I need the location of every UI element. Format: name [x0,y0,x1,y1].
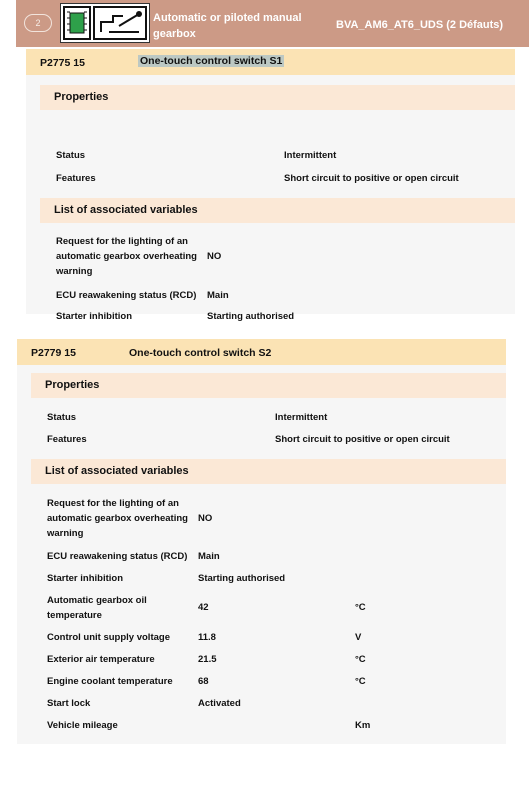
fault-block-2 [17,339,506,744]
fault-code: P2779 15 [31,347,76,359]
variable-unit: °C [355,676,366,687]
property-label: Features [56,173,96,184]
variable-unit: V [355,632,362,643]
variable-label: Starter inhibition [56,311,132,322]
property-label: Status [47,412,77,423]
variable-value: 11.8 [198,632,216,643]
variable-label: Request for the lighting of an automatic gearbox overheating warning [47,498,188,539]
variable-row [47,593,502,623]
variable-row [47,496,502,542]
report-header [16,0,529,47]
variables-heading: List of associated variables [31,459,506,484]
variable-label: Request for the lighting of an automatic gearbox overheating warning [56,236,197,277]
variable-row [56,234,511,280]
gearbox-icon [60,3,150,43]
variable-value: Main [207,290,229,301]
property-value: Short circuit to positive or open circuit [284,173,459,184]
variable-label: Engine coolant temperature [47,676,173,687]
variable-value: 21.5 [198,654,217,665]
fault-details-panel [17,365,506,744]
variables-heading: List of associated variables [40,198,515,223]
properties-heading: Properties [40,85,515,110]
variable-label: Starter inhibition [47,573,123,584]
property-value: Intermittent [284,150,337,161]
properties-heading: Properties [31,373,506,398]
variable-label: Start lock [47,698,91,709]
fault-name: One-touch control switch S1 [140,55,283,67]
variable-value: Activated [198,698,241,709]
ecu-code: BVA_AM6_AT6_UDS (2 Défauts) [336,19,504,31]
variable-value: 68 [198,676,209,687]
variable-label: ECU reawakening status (RCD) [47,551,188,562]
variable-value: Main [198,551,220,562]
variable-value: Starting authorised [207,311,295,322]
variable-label: Exterior air temperature [47,654,155,665]
fault-block-1 [26,49,515,322]
system-title: Automatic or piloted manual gearbox [153,12,302,40]
variable-unit: °C [355,602,366,613]
fault-details-panel [26,75,515,322]
variable-label: Vehicle mileage [47,720,118,731]
variable-label: Automatic gearbox oil temperature [47,595,147,621]
page-badge[interactable]: 2 [24,14,52,32]
variable-label: Control unit supply voltage [47,632,170,643]
variable-value: 42 [198,602,209,613]
variable-value: NO [198,513,213,524]
property-value: Short circuit to positive or open circuit [275,434,450,445]
variable-unit: °C [355,654,366,665]
fault-name: One-touch control switch S2 [129,347,272,359]
variable-unit: Km [355,720,371,731]
fault-title-bar [17,339,506,365]
property-label: Features [47,434,87,445]
property-label: Status [56,150,86,161]
property-value: Intermittent [275,412,328,423]
variable-value: Starting authorised [198,573,286,584]
fault-title-bar [26,49,515,75]
variable-value: NO [207,251,222,262]
variable-label: ECU reawakening status (RCD) [56,290,197,301]
fault-code: P2775 15 [40,57,85,69]
